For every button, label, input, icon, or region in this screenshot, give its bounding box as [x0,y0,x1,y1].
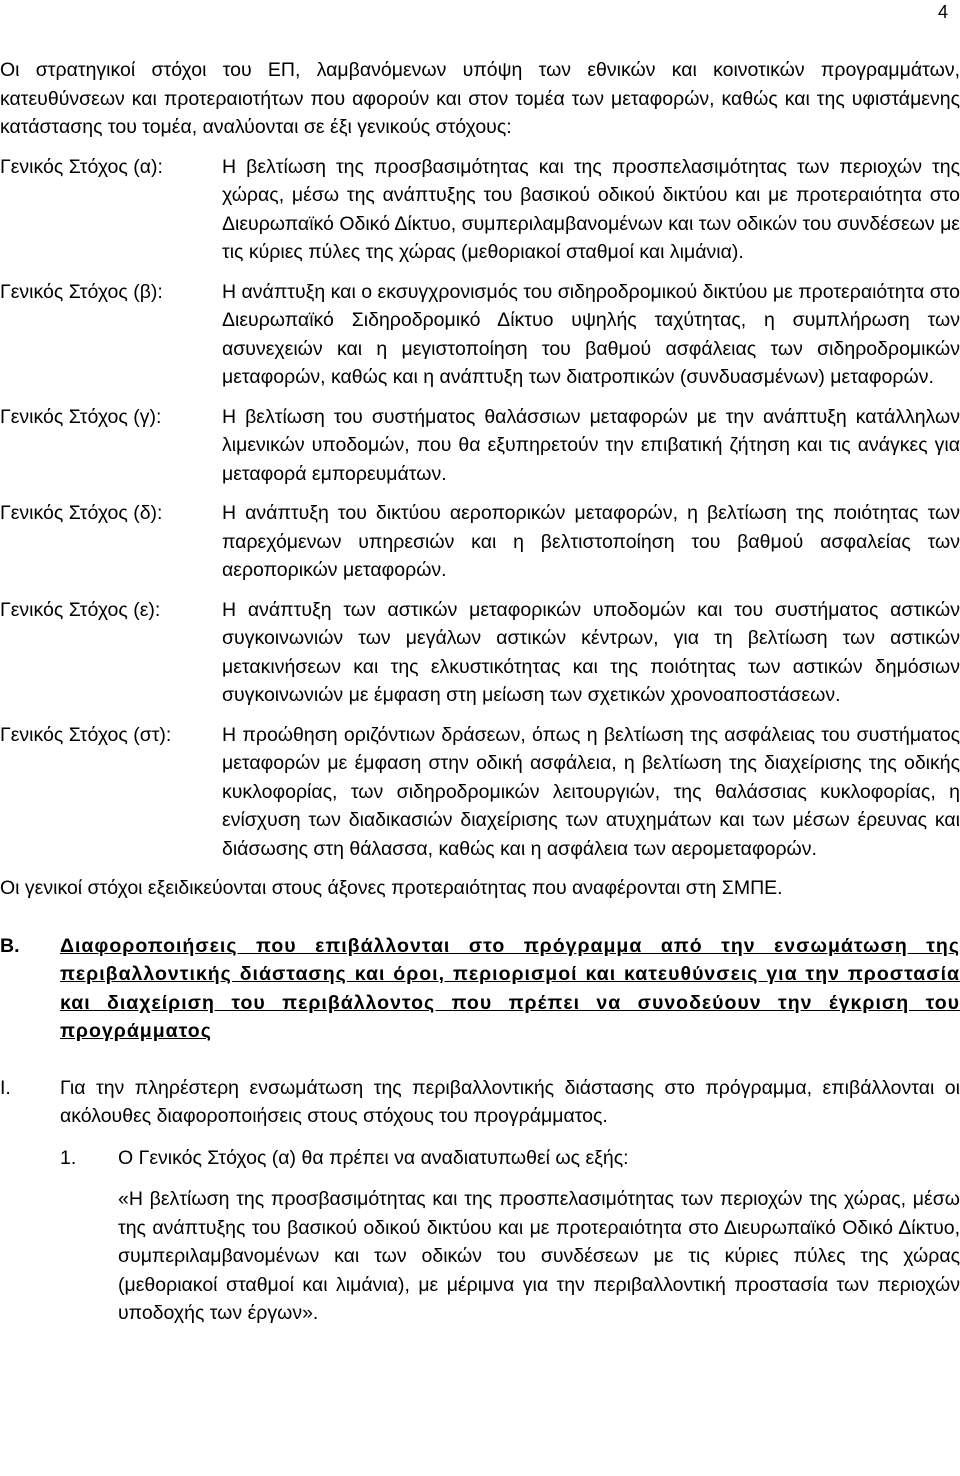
goal-label: Γενικός Στόχος (γ): [0,405,162,428]
goal-text: Η ανάπτυξη και ο εκσυγχρονισμός του σιδηροδρομικού δικτύου με προτεραιότητα στο Διευρωπαϊκό Σιδηροδρομικό Δίκτυο υψηλής ταχύτητας, η συμπλήρωση των ασυνεχειών και η μεγιστοποίηση του βαθμού ασφάλειας των σιδηροδρομικών μεταφορών, καθώς και η ανάπτυξη των διατροπικών (συνδυασμένων) μεταφορών. [222,280,960,388]
subsection-i [0,1074,960,1131]
goals-list [0,153,960,864]
document-body [0,56,960,1328]
subsection-text: Για την πληρέστερη ενσωμάτωση της περιβαλλοντικής διάστασης στο πρόγραμμα, επιβάλλονται οι ακόλουθες διαφοροποιήσεις στους στόχους του προγράμματος. [60,1076,960,1127]
goal-label: Γενικός Στόχος (β): [0,280,163,303]
goal-label: Γενικός Στόχος (στ): [0,723,172,746]
intro-paragraph: Οι στρατηγικοί στόχοι του ΕΠ, λαμβανόμενων υπόψη των εθνικών και κοινοτικών προγραμμάτων, κατευθύνσεων και προτεραιοτήτων που αφορούν και στον τομέα των μεταφορών, καθώς και της υφιστάμενης κατάστασης του τομέα, αναλύονται σε έξι γενικούς στόχους: [0,59,960,138]
page-number: 4 [937,2,948,22]
section-b-heading [0,932,960,1046]
goal-label: Γενικός Στόχος (ε): [0,598,161,621]
goal-text: Η βελτίωση της προσβασιμότητας και της προσπελασιμότητας των περιοχών της χώρας, μέσω της ανάπτυξης του βασικού οδικού δικτύου και με προτεραιότητα στο Διευρωπαϊκό Οδικό Δίκτυο, συμπεριλαμβανομένων και των οδικών του συνδέσεων με τις κύριες πύλες της χώρας (μεθοριακοί σταθμοί και λιμάνια). [222,155,960,263]
goal-beta [0,278,960,392]
numbered-item-1 [0,1144,960,1173]
goal-gamma [0,403,960,489]
summary-paragraph: Οι γενικοί στόχοι εξειδικεύονται στους άξονες προτεραιότητας που αναφέρονται στη ΣΜΠΕ. [0,877,783,899]
goal-delta [0,499,960,585]
subsection-number: Ι. [0,1076,11,1099]
section-letter: Β. [0,934,20,957]
goal-epsilon [0,596,960,710]
item-text: Ο Γενικός Στόχος (α) θα πρέπει να αναδιατυπωθεί ως εξής: [118,1146,629,1169]
section-title-text: Διαφοροποιήσεις που επιβάλλονται στο πρόγραμμα από την ενσωμάτωση της περιβαλλοντικής διάστασης και όροι, περιορισμοί και κατευθύνσεις για την προστασία και διαχείριση του περιβάλλοντος που πρέπει να συνοδεύουν την έγκριση του προγράμματος [60,934,960,1042]
goal-text: Η ανάπτυξη του δικτύου αεροπορικών μεταφορών, η βελτίωση της ποιότητας των παρεχόμενων υπηρεσιών και η βελτιστοποίηση του βαθμού ασφαλείας των αεροπορικών μεταφορών. [222,502,960,581]
goal-text: Η ανάπτυξη των αστικών μεταφορικών υποδομών και του συστήματος αστικών συγκοινωνιών των μεγάλων αστικών κέντρων, για τη βελτίωση των αστικών μετακινήσεων και της ελκυστικότητας και της ποιότητας των αστικών δημόσιων συγκοινωνιών με έμφαση στη μείωση των σχετικών χρονοαποστάσεων. [222,598,960,706]
item-number: 1. [60,1146,77,1169]
reworded-goal-quote: «Η βελτίωση της προσβασιμότητας και της προσπελασιμότητας των περιοχών της χώρας, μέσω της ανάπτυξης του βασικού οδικού δικτύου και με προτεραιότητα στο Διευρωπαϊκό Οδικό Δίκτυο, συμπεριλαμβανομένων και των οδικών του συνδέσεων με τις κύριες πύλες της χώρας (μεθοριακοί σταθμοί και λιμάνια), με μέριμνα για την περιβαλλοντική προστασία των περιοχών υποδοχής των έργων». [118,1188,960,1324]
goal-text: Η προώθηση οριζόντιων δράσεων, όπως η βελτίωση της ασφάλειας του συστήματος μεταφορών με έμφαση στην οδική ασφάλεια, η βελτίωση της διαχείρισης της οδικής κυκλοφορίας, των σιδηροδρομικών λειτουργιών, της θαλάσσιας κυκλοφορίας, η ενίσχυση των διαδικασιών διαχείρισης των ατυχημάτων και των μέσων έρευνας και διάσωσης στη θάλασσα, καθώς και η ασφάλεια των αερομεταφορών. [222,723,960,860]
goal-st [0,721,960,864]
goal-label: Γενικός Στόχος (α): [0,155,163,178]
goal-alpha [0,153,960,267]
goal-label: Γενικός Στόχος (δ): [0,502,163,524]
goal-text: Η βελτίωση του συστήματος θαλάσσιων μεταφορών με την ανάπτυξη κατάλληλων λιμενικών υποδομών, που θα εξυπηρετούν την επιβατική ζήτηση και τις ανάγκες για μεταφορά εμπορευμάτων. [222,405,960,485]
section-title [60,932,960,1046]
